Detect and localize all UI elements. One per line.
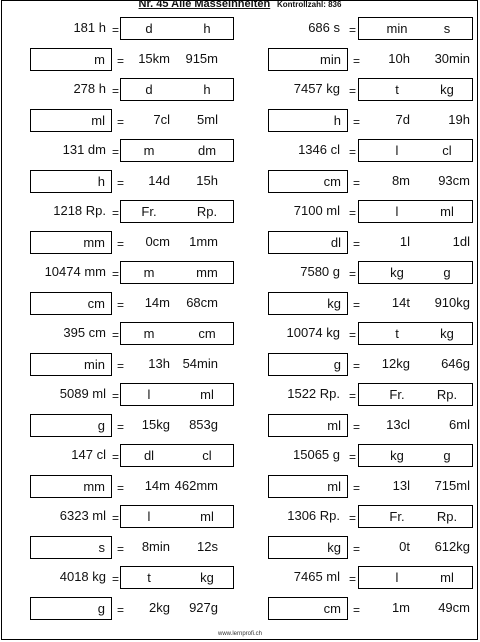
answer-box[interactable] [268, 170, 348, 193]
unit-target-box [358, 261, 473, 284]
target-unit: Rp. [436, 387, 458, 402]
given-value: 1346 cl [298, 142, 340, 157]
answer-unit: m [94, 51, 105, 67]
equals-sign: = [112, 206, 120, 220]
answer-unit: dl [330, 234, 341, 250]
equals-sign: = [117, 53, 125, 68]
result-part-1: 14m [144, 294, 170, 310]
unit-target-box [120, 322, 234, 345]
unit-target-box [358, 139, 473, 162]
target-unit: l [147, 387, 151, 402]
target-unit: dm [197, 143, 217, 158]
target-unit: t [395, 326, 399, 341]
result-part-2: 1mm [189, 233, 218, 249]
equals-sign: = [353, 236, 361, 251]
answer-box[interactable] [30, 170, 112, 193]
equals-sign: = [117, 236, 125, 251]
result-part-2: 715ml [434, 477, 470, 493]
equals-sign: = [117, 602, 125, 617]
answer-box[interactable] [268, 536, 348, 559]
answer-row [0, 536, 480, 560]
target-unit: ml [200, 387, 214, 402]
given-value: 1306 Rp. [287, 508, 340, 523]
conversion-task-row [0, 200, 480, 224]
equals-sign: = [353, 480, 361, 495]
given-value: 1522 Rp. [287, 386, 340, 401]
result-part-1: 14m [144, 477, 170, 493]
answer-unit: cm [87, 295, 105, 311]
equals-sign: = [112, 450, 120, 464]
given-value: 4018 kg [59, 569, 106, 584]
equals-sign: = [349, 328, 357, 342]
target-unit: ml [440, 570, 454, 585]
target-unit: Fr. [389, 509, 405, 524]
unit-target-box [358, 444, 473, 467]
given-value: 147 cl [71, 447, 106, 462]
answer-unit: g [333, 356, 341, 372]
target-unit: dl [143, 448, 155, 463]
equals-sign: = [353, 114, 361, 129]
worksheet-title: Nr. 45 Alle Masseinheiten [138, 0, 271, 10]
target-unit: cl [202, 448, 212, 463]
target-unit: h [203, 21, 211, 36]
unit-target-box [358, 566, 473, 589]
given-value: 10474 mm [44, 264, 106, 279]
equals-sign: = [112, 267, 120, 281]
result-part-2: 19h [448, 111, 470, 127]
target-unit: Fr. [141, 204, 157, 219]
answer-unit: kg [327, 539, 341, 555]
equals-sign: = [117, 358, 125, 373]
control-number: Kontrollzahl: 836 [276, 0, 342, 9]
answer-row [0, 231, 480, 255]
answer-box[interactable] [30, 475, 112, 498]
target-unit: kg [390, 448, 404, 463]
worksheet-header [0, 0, 480, 10]
given-value: 7457 kg [293, 81, 340, 96]
equals-sign: = [353, 419, 361, 434]
equals-sign: = [112, 84, 120, 98]
answer-box[interactable] [30, 597, 112, 620]
given-value: 7580 g [300, 264, 340, 279]
answer-row [0, 597, 480, 621]
conversion-task-row [0, 505, 480, 529]
given-value: 7100 ml [293, 203, 340, 218]
equals-sign: = [349, 206, 357, 220]
conversion-task-row [0, 261, 480, 285]
result-part-1: 8m [391, 172, 410, 188]
answer-unit: ml [327, 417, 341, 433]
equals-sign: = [353, 53, 361, 68]
answer-box[interactable] [268, 353, 348, 376]
answer-unit: kg [327, 295, 341, 311]
result-part-2: 853g [189, 416, 218, 432]
unit-target-box [120, 17, 234, 40]
result-part-1: 15km [138, 50, 170, 66]
result-part-2: 6ml [449, 416, 470, 432]
given-value: 10074 kg [286, 325, 340, 340]
result-part-2: 68cm [186, 294, 218, 310]
answer-unit: cm [323, 173, 341, 189]
given-value: 15065 g [293, 447, 340, 462]
unit-target-box [358, 505, 473, 528]
result-part-2: 915m [185, 50, 218, 66]
equals-sign: = [349, 511, 357, 525]
target-unit: kg [440, 82, 454, 97]
target-unit: l [395, 570, 399, 585]
result-part-1: 7cl [153, 111, 170, 127]
footer-url: www.lernprofi.ch [217, 631, 262, 637]
answer-unit: g [97, 417, 105, 433]
answer-box[interactable] [268, 292, 348, 315]
target-unit: t [395, 82, 399, 97]
result-part-1: 1m [391, 599, 410, 615]
answer-box[interactable] [268, 414, 348, 437]
answer-row [0, 109, 480, 133]
answer-box[interactable] [268, 475, 348, 498]
answer-box[interactable] [30, 536, 112, 559]
equals-sign: = [117, 480, 125, 495]
target-unit: m [143, 143, 155, 158]
result-part-2: 30min [434, 50, 470, 66]
target-unit: Rp. [436, 509, 458, 524]
result-part-2: 93cm [438, 172, 470, 188]
target-unit: kg [440, 326, 454, 341]
result-part-1: 14d [148, 172, 170, 188]
equals-sign: = [349, 389, 357, 403]
result-part-1: 10h [388, 50, 410, 66]
conversion-task-row [0, 566, 480, 590]
target-unit: h [203, 82, 211, 97]
equals-sign: = [117, 541, 125, 556]
target-unit: Rp. [196, 204, 218, 219]
unit-target-box [120, 566, 234, 589]
equals-sign: = [349, 572, 357, 586]
answer-box[interactable] [268, 48, 348, 71]
result-part-1: 1l [399, 233, 410, 249]
equals-sign: = [117, 419, 125, 434]
given-value: 1218 Rp. [53, 203, 106, 218]
answer-box[interactable] [268, 597, 348, 620]
unit-target-box [120, 78, 234, 101]
conversion-task-row [0, 322, 480, 346]
target-unit: d [145, 82, 153, 97]
result-part-1: 13h [148, 355, 170, 371]
answer-unit: mm [83, 478, 105, 494]
target-unit: mm [196, 265, 218, 280]
answer-box[interactable] [30, 109, 112, 132]
unit-target-box [120, 505, 234, 528]
target-unit: m [143, 265, 155, 280]
answer-row [0, 170, 480, 194]
answer-unit: s [98, 539, 105, 555]
target-unit: kg [200, 570, 214, 585]
equals-sign: = [353, 541, 361, 556]
equals-sign: = [353, 358, 361, 373]
answer-unit: min [320, 51, 341, 67]
conversion-task-row [0, 78, 480, 102]
result-part-2: 49cm [438, 599, 470, 615]
result-part-1: 14t [391, 294, 410, 310]
equals-sign: = [353, 602, 361, 617]
target-unit: min [386, 21, 408, 36]
equals-sign: = [349, 145, 357, 159]
target-unit: g [443, 448, 451, 463]
result-part-2: 462mm [174, 477, 218, 493]
equals-sign: = [112, 145, 120, 159]
equals-sign: = [112, 328, 120, 342]
result-part-1: 13l [392, 477, 410, 493]
given-value: 5089 ml [59, 386, 106, 401]
given-value: 181 h [73, 20, 106, 35]
answer-unit: g [97, 600, 105, 616]
result-part-1: 15kg [141, 416, 170, 432]
answer-row [0, 414, 480, 438]
answer-box[interactable] [30, 292, 112, 315]
result-part-2: 612kg [434, 538, 470, 554]
equals-sign: = [117, 114, 125, 129]
unit-target-box [120, 383, 234, 406]
answer-box[interactable] [30, 353, 112, 376]
result-part-2: 54min [182, 355, 218, 371]
result-part-2: 12s [197, 538, 218, 554]
unit-target-box [120, 139, 234, 162]
answer-box[interactable] [268, 231, 348, 254]
target-unit: m [143, 326, 155, 341]
unit-target-box [358, 17, 473, 40]
equals-sign: = [349, 450, 357, 464]
answer-box[interactable] [30, 48, 112, 71]
target-unit: Fr. [389, 387, 405, 402]
unit-target-box [358, 322, 473, 345]
equals-sign: = [349, 267, 357, 281]
unit-target-box [120, 200, 234, 223]
unit-target-box [120, 261, 234, 284]
result-part-1: 2kg [149, 599, 170, 615]
target-unit: cm [198, 326, 216, 341]
answer-row [0, 48, 480, 72]
answer-row [0, 475, 480, 499]
given-value: 131 dm [62, 142, 106, 157]
result-part-1: 7d [395, 111, 410, 127]
given-value: 686 s [308, 20, 340, 35]
equals-sign: = [353, 297, 361, 312]
unit-target-box [358, 200, 473, 223]
equals-sign: = [112, 23, 120, 37]
answer-box[interactable] [30, 414, 112, 437]
given-value: 7465 ml [293, 569, 340, 584]
target-unit: l [395, 143, 399, 158]
equals-sign: = [117, 297, 125, 312]
given-value: 278 h [73, 81, 106, 96]
given-value: 6323 ml [59, 508, 106, 523]
result-part-2: 15h [196, 172, 218, 188]
result-part-2: 1dl [452, 233, 470, 249]
target-unit: g [443, 265, 451, 280]
equals-sign: = [112, 511, 120, 525]
conversion-task-row [0, 444, 480, 468]
result-part-1: 0t [399, 538, 410, 554]
target-unit: d [145, 21, 153, 36]
result-part-2: 927g [189, 599, 218, 615]
result-part-1: 0cm [145, 233, 170, 249]
target-unit: t [147, 570, 151, 585]
answer-row [0, 353, 480, 377]
answer-box[interactable] [268, 109, 348, 132]
equals-sign: = [349, 84, 357, 98]
answer-row [0, 292, 480, 316]
answer-unit: min [84, 356, 105, 372]
answer-unit: h [97, 173, 105, 189]
target-unit: l [147, 509, 151, 524]
unit-target-box [358, 78, 473, 101]
target-unit: ml [440, 204, 454, 219]
result-part-1: 12kg [381, 355, 410, 371]
target-unit: s [443, 21, 451, 36]
result-part-2: 910kg [434, 294, 470, 310]
result-part-1: 13cl [386, 416, 410, 432]
target-unit: kg [390, 265, 404, 280]
equals-sign: = [112, 389, 120, 403]
answer-unit: mm [83, 234, 105, 250]
unit-target-box [358, 383, 473, 406]
result-part-2: 5ml [197, 111, 218, 127]
result-part-1: 8min [141, 538, 170, 554]
conversion-task-row [0, 383, 480, 407]
result-part-2: 646g [441, 355, 470, 371]
target-unit: l [395, 204, 399, 219]
equals-sign: = [353, 175, 361, 190]
equals-sign: = [112, 572, 120, 586]
target-unit: cl [442, 143, 452, 158]
equals-sign: = [117, 175, 125, 190]
target-unit: ml [200, 509, 214, 524]
answer-unit: h [333, 112, 341, 128]
conversion-task-row [0, 139, 480, 163]
equals-sign: = [349, 23, 357, 37]
conversion-task-row [0, 17, 480, 41]
given-value: 395 cm [63, 325, 106, 340]
answer-unit: cm [323, 600, 341, 616]
answer-unit: ml [327, 478, 341, 494]
answer-box[interactable] [30, 231, 112, 254]
unit-target-box [120, 444, 234, 467]
answer-unit: ml [91, 112, 105, 128]
